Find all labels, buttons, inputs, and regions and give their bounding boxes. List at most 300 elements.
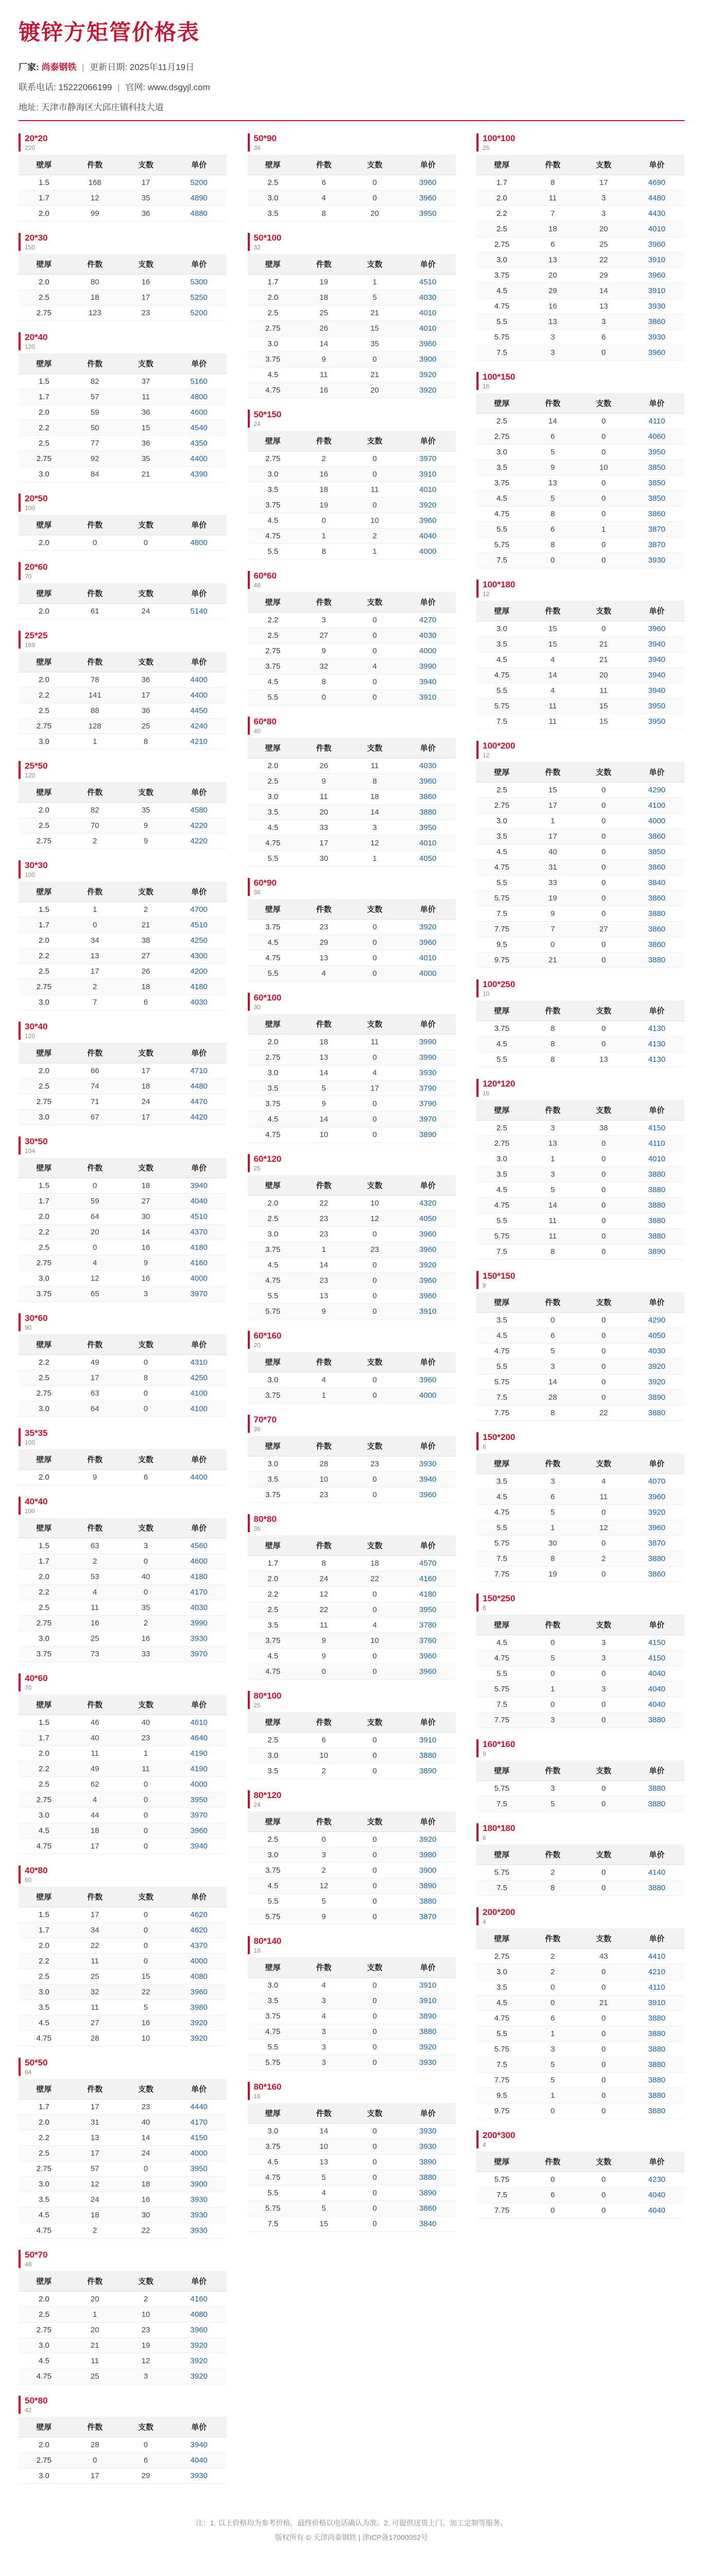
info-address-row — [19, 100, 684, 113]
pieces-cell: 4 — [70, 1256, 121, 1271]
pieces-cell: 4 — [527, 683, 578, 699]
table-header-row — [248, 431, 456, 451]
table-header-row — [19, 2271, 227, 2292]
spec-table — [19, 882, 227, 1010]
price-cell: 3970 — [171, 1647, 227, 1662]
price-cell: 4110 — [629, 1980, 684, 1995]
thickness-cell: 2.75 — [248, 451, 299, 467]
count-cell: 0 — [349, 1227, 400, 1242]
count-cell: 30 — [121, 1209, 172, 1225]
spec-block — [248, 1331, 456, 1403]
thickness-cell: 3.75 — [19, 1286, 70, 1302]
column-header-thickness: 壁厚 — [248, 1436, 299, 1456]
pieces-cell: 6 — [527, 429, 578, 445]
pieces-cell: 6 — [298, 175, 349, 191]
column-header-count: 支数 — [578, 1760, 629, 1781]
price-cell: 3860 — [629, 891, 684, 906]
price-cell: 3920 — [400, 920, 456, 935]
thickness-cell: 4.5 — [476, 491, 527, 506]
pieces-cell: 2 — [527, 1865, 578, 1880]
spec-block — [19, 1673, 227, 1854]
table-row — [19, 1731, 227, 1746]
count-cell: 37 — [121, 374, 172, 389]
column-header-count: 支数 — [578, 1615, 629, 1635]
thickness-cell: 1.7 — [19, 1923, 70, 1938]
thickness-cell: 3.0 — [248, 1372, 299, 1388]
pieces-cell: 23 — [298, 1273, 349, 1289]
thickness-cell: 7.75 — [476, 1567, 527, 1582]
price-cell: 3880 — [629, 1713, 684, 1728]
thickness-cell: 3.0 — [19, 467, 70, 482]
price-cell: 4000 — [400, 643, 456, 659]
count-cell: 0 — [349, 191, 400, 206]
table-row — [476, 1995, 684, 2011]
pieces-cell: 2 — [70, 1554, 121, 1569]
spec-header — [19, 1428, 227, 1446]
table-row — [476, 429, 684, 445]
table-row — [476, 460, 684, 476]
price-cell: 4250 — [171, 1370, 227, 1386]
column-header-pieces: 件数 — [527, 393, 578, 414]
pieces-cell: 30 — [298, 851, 349, 867]
pieces-cell: 50 — [70, 420, 121, 436]
thickness-cell: 3.5 — [248, 1081, 299, 1096]
thickness-cell: 2.75 — [19, 834, 70, 849]
table-header-row — [248, 254, 456, 275]
count-cell: 22 — [121, 2223, 172, 2239]
column-header-count: 支数 — [121, 1334, 172, 1355]
thickness-cell: 4.75 — [248, 383, 299, 398]
price-cell: 3950 — [400, 1602, 456, 1618]
pieces-cell: 13 — [527, 314, 578, 330]
pieces-cell: 19 — [298, 498, 349, 513]
table-row — [476, 1405, 684, 1421]
table-row — [476, 476, 684, 491]
table-row — [476, 798, 684, 814]
table-row — [19, 1631, 227, 1647]
spec-table — [19, 254, 227, 321]
price-cell: 3880 — [400, 805, 456, 820]
table-row — [248, 1227, 456, 1242]
table-row — [19, 1985, 227, 2000]
pieces-cell: 5 — [527, 2057, 578, 2073]
pieces-cell: 32 — [298, 659, 349, 674]
column-header-thickness: 壁厚 — [19, 1449, 70, 1470]
pieces-cell: 19 — [298, 275, 349, 290]
price-cell: 3880 — [629, 1797, 684, 1812]
spec-header — [248, 717, 456, 735]
price-cell: 3930 — [171, 1631, 227, 1647]
pieces-cell: 168 — [70, 175, 121, 191]
price-cell: 3860 — [629, 829, 684, 844]
count-cell: 11 — [121, 1761, 172, 1777]
table-row — [476, 2203, 684, 2218]
site-link[interactable]: www.dsgyjl.com — [147, 82, 210, 92]
column-header-pieces: 件数 — [70, 2417, 121, 2437]
thickness-cell: 2.0 — [248, 758, 299, 774]
spec-block — [248, 571, 456, 705]
table-row — [19, 1370, 227, 1386]
thickness-cell: 3.0 — [19, 1401, 70, 1417]
price-cell: 3950 — [400, 820, 456, 836]
thickness-cell: 2.2 — [19, 948, 70, 964]
table-row — [476, 1781, 684, 1797]
count-cell: 10 — [349, 513, 400, 529]
spec-block — [19, 631, 227, 750]
table-header-row — [248, 899, 456, 920]
count-cell: 0 — [349, 451, 400, 467]
table-row — [19, 1286, 227, 1302]
column-header-count: 支数 — [121, 2417, 172, 2437]
thickness-cell: 2.0 — [19, 405, 70, 420]
thickness-cell: 4.5 — [248, 513, 299, 529]
count-cell: 0 — [578, 937, 629, 953]
count-cell: 0 — [121, 1823, 172, 1839]
pieces-cell: 17 — [527, 798, 578, 814]
table-row — [19, 1569, 227, 1585]
count-cell: 0 — [578, 2172, 629, 2188]
pieces-cell: 11 — [298, 789, 349, 805]
thickness-cell: 3.0 — [248, 1456, 299, 1472]
column-header-pieces: 件数 — [298, 1436, 349, 1456]
spec-name: 160*160 — [483, 1739, 516, 1749]
spec-header — [19, 2058, 227, 2076]
pieces-cell: 2 — [298, 1863, 349, 1878]
price-cell: 4800 — [171, 389, 227, 405]
count-cell: 9 — [121, 818, 172, 834]
count-cell: 0 — [578, 1037, 629, 1052]
table-row — [476, 1666, 684, 1682]
count-cell: 0 — [349, 1602, 400, 1618]
pieces-cell: 12 — [70, 2177, 121, 2192]
thickness-cell: 4.5 — [476, 1995, 527, 2011]
spec-header — [248, 1936, 456, 1954]
pieces-cell: 3 — [527, 345, 578, 361]
pieces-cell: 18 — [298, 290, 349, 306]
table-row — [248, 482, 456, 498]
column-header-price: 单价 — [171, 2417, 227, 2437]
column-header-count: 支数 — [349, 254, 400, 275]
count-cell: 0 — [349, 1993, 400, 2009]
column-header-count: 支数 — [578, 1928, 629, 1949]
count-cell: 18 — [121, 979, 172, 995]
column-header-pieces: 件数 — [298, 2103, 349, 2124]
thickness-cell: 3.0 — [476, 1964, 527, 1980]
table-row — [19, 451, 227, 467]
column-header-pieces: 件数 — [527, 155, 578, 175]
table-row — [476, 1151, 684, 1167]
count-cell: 36 — [121, 436, 172, 451]
table-row — [248, 1848, 456, 1863]
table-header-row — [248, 1175, 456, 1196]
thickness-cell: 4.5 — [248, 2155, 299, 2170]
spec-name: 40*60 — [25, 1673, 48, 1683]
table-row — [476, 445, 684, 460]
price-cell: 3920 — [171, 2369, 227, 2384]
manufacturer-label: 厂家: — [19, 62, 39, 72]
spec-name: 30*30 — [25, 860, 48, 870]
price-cell: 4250 — [171, 933, 227, 948]
table-row — [248, 383, 456, 398]
count-cell: 2 — [349, 529, 400, 544]
price-cell: 4000 — [400, 544, 456, 560]
thickness-cell: 5.75 — [248, 1304, 299, 1319]
pieces-cell: 12 — [298, 1878, 349, 1894]
table-row — [476, 1167, 684, 1182]
pieces-cell: 0 — [70, 1178, 121, 1194]
spec-table — [476, 1844, 684, 1896]
thickness-cell: 2.75 — [19, 2161, 70, 2177]
thickness-cell: 4.5 — [19, 2208, 70, 2223]
pieces-cell: 61 — [70, 604, 121, 619]
spec-block — [19, 860, 227, 1010]
count-cell: 14 — [121, 1225, 172, 1240]
count-cell: 0 — [578, 537, 629, 553]
price-cell: 3930 — [400, 2124, 456, 2139]
pieces-cell: 18 — [298, 1035, 349, 1050]
price-cell: 3880 — [629, 1213, 684, 1229]
table-row — [476, 1021, 684, 1037]
thickness-cell: 5.75 — [248, 2201, 299, 2216]
spec-table — [248, 1957, 456, 2071]
price-cell: 4010 — [400, 951, 456, 966]
table-row — [476, 2088, 684, 2104]
table-row — [476, 1037, 684, 1052]
count-cell: 0 — [121, 535, 172, 551]
table-row — [248, 1556, 456, 1571]
thickness-cell: 1.5 — [19, 902, 70, 918]
price-cell: 3940 — [629, 668, 684, 683]
pieces-cell: 3 — [298, 2040, 349, 2055]
count-cell: 26 — [121, 964, 172, 979]
thickness-cell: 3.0 — [248, 1065, 299, 1081]
pieces-cell: 14 — [298, 336, 349, 352]
thickness-cell: 4.75 — [248, 2024, 299, 2040]
spec-header — [19, 1022, 227, 1040]
price-cell: 4400 — [171, 672, 227, 688]
table-row — [476, 1229, 684, 1244]
count-cell: 0 — [578, 553, 629, 568]
table-row — [19, 275, 227, 290]
spec-subtitle: 4 — [483, 1918, 486, 1925]
price-cell: 3880 — [629, 2073, 684, 2088]
pieces-cell: 40 — [70, 1731, 121, 1746]
thickness-cell: 3.5 — [476, 637, 527, 652]
price-cell: 4040 — [171, 2453, 227, 2468]
table-row — [248, 1242, 456, 1258]
count-cell: 0 — [578, 506, 629, 522]
price-cell: 4100 — [171, 1386, 227, 1401]
thickness-cell: 2.0 — [248, 1196, 299, 1211]
thickness-cell: 4.5 — [476, 844, 527, 860]
table-row — [19, 1823, 227, 1839]
pieces-cell: 3 — [527, 1781, 578, 1797]
pieces-cell: 99 — [70, 206, 121, 222]
table-row — [476, 491, 684, 506]
count-cell: 4 — [349, 1618, 400, 1633]
pieces-cell: 14 — [298, 1258, 349, 1273]
column-header-pieces: 件数 — [70, 254, 121, 275]
thickness-cell: 5.5 — [476, 1666, 527, 1682]
column-header-thickness: 壁厚 — [248, 592, 299, 613]
column-header-thickness: 壁厚 — [248, 431, 299, 451]
count-cell: 0 — [349, 1096, 400, 1112]
column-header-price: 单价 — [171, 155, 227, 175]
spec-name: 60*160 — [253, 1331, 282, 1341]
phone-number[interactable]: 15222066199 — [58, 82, 112, 92]
table-row — [476, 1567, 684, 1582]
table-header-row — [476, 762, 684, 783]
pieces-cell: 3 — [298, 1993, 349, 2009]
price-cell: 4220 — [171, 818, 227, 834]
table-row — [476, 1536, 684, 1551]
pieces-cell: 63 — [70, 1386, 121, 1401]
column-header-price: 单价 — [171, 1518, 227, 1538]
pieces-cell: 1 — [70, 2307, 121, 2323]
pieces-cell: 28 — [298, 1456, 349, 1472]
spec-header — [476, 1271, 684, 1289]
spec-block — [19, 1866, 227, 2046]
table-row — [248, 206, 456, 222]
price-cell: 5160 — [171, 374, 227, 389]
price-cell: 3950 — [629, 699, 684, 714]
column-header-price: 单价 — [400, 1352, 456, 1372]
phone-label: 联系电话: — [19, 82, 56, 92]
count-cell: 10 — [349, 1196, 400, 1211]
price-cell: 3920 — [629, 1359, 684, 1375]
pieces-cell: 13 — [70, 2130, 121, 2146]
spec-header — [19, 1313, 227, 1331]
price-cell: 3880 — [629, 1781, 684, 1797]
table-row — [476, 699, 684, 714]
count-cell: 0 — [578, 814, 629, 829]
table-row — [476, 1682, 684, 1697]
spec-header — [248, 410, 456, 428]
table-row — [248, 1372, 456, 1388]
spec-table — [248, 738, 456, 867]
count-cell: 33 — [121, 1647, 172, 1662]
count-cell: 3 — [121, 1538, 172, 1554]
spec-subtitle: 150 — [25, 244, 36, 251]
spec-header — [19, 860, 227, 878]
price-cell: 3840 — [629, 875, 684, 891]
price-cell: 4230 — [629, 2172, 684, 2188]
spec-block — [248, 410, 456, 560]
pieces-cell: 19 — [527, 1567, 578, 1582]
thickness-cell: 4.5 — [248, 820, 299, 836]
spec-subtitle: 120 — [25, 343, 36, 350]
table-row — [248, 2024, 456, 2040]
price-cell: 4000 — [171, 1777, 227, 1792]
count-cell: 35 — [121, 1600, 172, 1616]
column-header-count: 支数 — [349, 1535, 400, 1556]
pieces-cell: 10 — [298, 1127, 349, 1143]
column-header-pieces: 件数 — [70, 155, 121, 175]
count-cell: 0 — [578, 2188, 629, 2203]
pieces-cell: 25 — [70, 1631, 121, 1647]
spec-header — [19, 1497, 227, 1515]
count-cell: 0 — [349, 1878, 400, 1894]
pieces-cell: 14 — [298, 2124, 349, 2139]
spec-table — [19, 155, 227, 222]
table-row — [19, 1240, 227, 1256]
table-row — [19, 803, 227, 818]
count-cell: 36 — [121, 405, 172, 420]
price-cell: 3880 — [400, 2024, 456, 2040]
table-header-row — [19, 1694, 227, 1715]
column-header-pieces: 件数 — [70, 1158, 121, 1178]
count-cell: 0 — [349, 1733, 400, 1748]
thickness-cell: 3.75 — [476, 268, 527, 283]
price-cell: 3890 — [629, 1390, 684, 1405]
count-cell: 23 — [121, 2323, 172, 2338]
thickness-cell: 3.5 — [19, 2192, 70, 2208]
table-row — [476, 2011, 684, 2026]
count-cell: 0 — [349, 1978, 400, 1993]
price-cell: 3930 — [629, 553, 684, 568]
thickness-cell: 2.0 — [19, 1209, 70, 1225]
table-row — [19, 2223, 227, 2239]
table-row — [476, 2188, 684, 2203]
thickness-cell: 3.0 — [248, 2124, 299, 2139]
price-cell: 3960 — [400, 935, 456, 951]
spec-header — [476, 1432, 684, 1450]
count-cell: 38 — [578, 1121, 629, 1136]
spec-name: 50*90 — [253, 133, 277, 143]
table-row — [19, 902, 227, 918]
count-cell: 21 — [349, 367, 400, 383]
price-cell: 3790 — [400, 1096, 456, 1112]
column-header-thickness: 壁厚 — [476, 155, 527, 175]
thickness-cell: 2.0 — [19, 672, 70, 688]
pieces-cell: 0 — [527, 1995, 578, 2011]
table-row — [476, 1390, 684, 1405]
table-row — [19, 2453, 227, 2468]
pieces-cell: 71 — [70, 1094, 121, 1110]
table-row — [248, 290, 456, 306]
table-row — [248, 1258, 456, 1273]
price-cell: 3880 — [629, 1167, 684, 1182]
thickness-cell: 1.7 — [248, 275, 299, 290]
pieces-cell: 0 — [70, 2453, 121, 2468]
count-cell: 5 — [121, 2000, 172, 2015]
spec-subtitle: 70 — [25, 1684, 32, 1691]
spec-name: 60*80 — [253, 717, 277, 726]
pieces-cell: 3 — [527, 330, 578, 345]
count-cell: 11 — [349, 758, 400, 774]
column-header-thickness: 壁厚 — [19, 1043, 70, 1063]
pieces-cell: 10 — [298, 1748, 349, 1764]
spec-table — [248, 1175, 456, 1319]
price-cell: 3870 — [629, 537, 684, 553]
price-cell: 4030 — [171, 995, 227, 1010]
spec-subtitle: 20 — [253, 1342, 261, 1349]
column-header-pieces: 件数 — [527, 1292, 578, 1313]
spec-block — [19, 133, 227, 222]
table-row — [476, 1489, 684, 1505]
price-cell: 3960 — [629, 237, 684, 252]
price-cell: 3930 — [400, 2139, 456, 2155]
column-header-count: 支数 — [578, 601, 629, 621]
price-cell: 3890 — [400, 1764, 456, 1779]
count-cell: 0 — [578, 1797, 629, 1812]
spec-block — [476, 372, 684, 568]
spec-table — [248, 899, 456, 981]
spec-block — [476, 1432, 684, 1582]
column-header-count: 支数 — [578, 1453, 629, 1474]
pieces-cell: 18 — [70, 1823, 121, 1839]
pieces-cell: 13 — [527, 476, 578, 491]
